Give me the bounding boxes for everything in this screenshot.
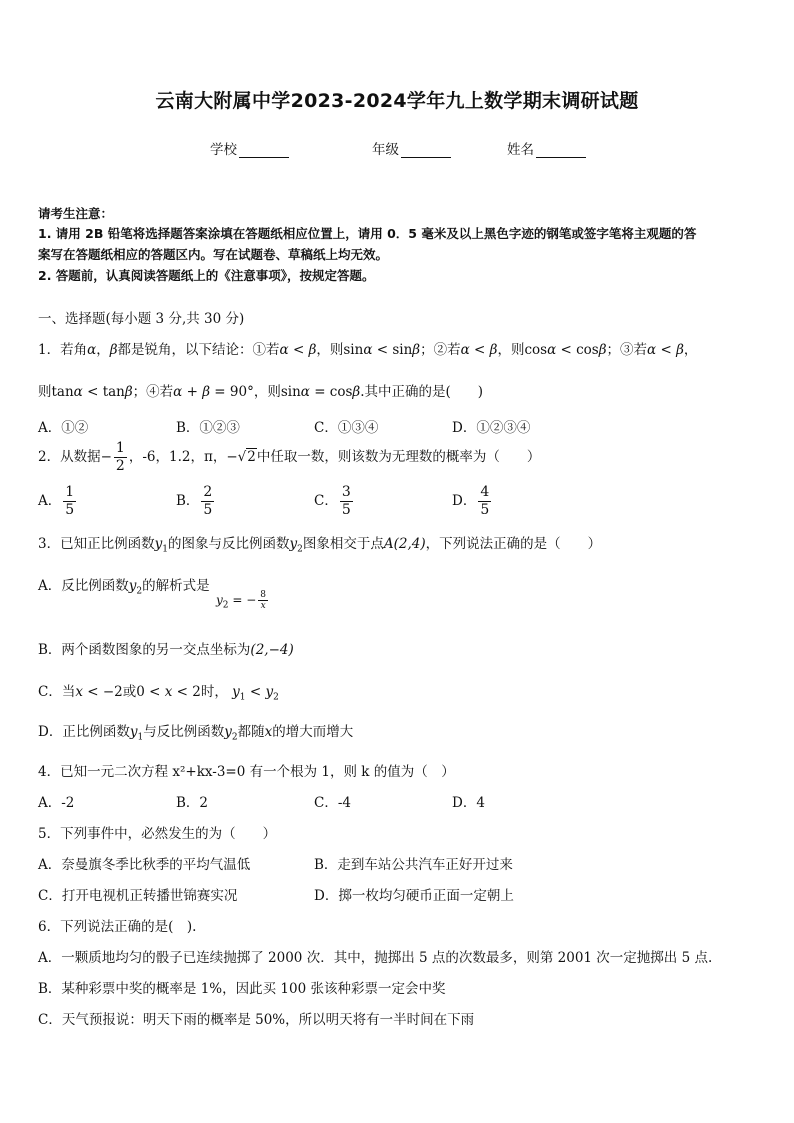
question-2-option-b: B． $\frac{2}{5}$ [176,484,213,518]
question-2-mid: ，-6，1.2，π， [128,449,227,465]
question-3-option-a-formula: $y_2$ = − $\frac{8}{x}$ [216,590,266,611]
notice-item-1-line-1: 1. 请用 2B 铅笔将选择题答案涂填在答题纸相应位置上，请用 0．5 毫米及以上黑色字迹的钢笔或签字笔将主观题的答 [38,226,697,241]
question-1-option-c: C．①③④ [314,420,379,436]
question-4-option-c: C．-4 [314,795,351,811]
school-blank [239,143,289,158]
question-1-option-b: B．①②③ [176,420,240,436]
question-1-stem-line-2: 则tanα < tanβ；④若α + β = 90°，则sinα = cosβ.其中正确的是( ) [38,384,484,400]
question-2-prefix: 2．从数据 [38,449,101,465]
question-5-stem: 5．下列事件中，必然发生的为（ ） [38,826,277,842]
question-2-suffix: 中任取一数，则该数为无理数的概率为（ ） [256,449,541,465]
exam-title: 云南大附属中学2023-2024学年九上数学期末调研试题 [155,90,639,112]
question-5-option-d: D．掷一枚均匀硬币正面一定朝上 [314,888,514,904]
question-6-option-b: B．某种彩票中奖的概率是 1%，因此买 100 张该种彩票一定会中奖 [38,981,446,997]
question-3-option-c: C．当x < −2或0 < x < 2时， $y_1 < y_2$ [38,684,279,703]
question-1-option-d: D．①②③④ [452,420,531,436]
notice-item-1-line-2: 案写在答题纸相应的答题区内。写在试题卷、草稿纸上均无效。 [38,247,389,262]
question-6-stem: 6．下列说法正确的是( ). [38,919,197,935]
question-4-option-a: A．-2 [38,795,75,811]
grade-blank [401,143,451,158]
school-label: 学校 [210,142,237,158]
question-2-option-c: C． $\frac{3}{5}$ [314,484,351,518]
question-3-option-a: A．反比例函数$y_2$的解析式是 [38,578,210,597]
question-3-option-d: D．正比例函数$y_1$与反比例函数$y_2$都随x的增大而增大 [38,724,354,743]
question-3-stem: 3．已知正比例函数$y_1$的图象与反比例函数$y_2$图象相交于点A(2,4)，下列说法正确的是（ ） [38,536,602,555]
name-blank [536,143,586,158]
question-2-stem: 2．从数据− $\frac{1}{2}$ ，-6，1.2，π，−√2中任取一数，则该数为无理数的概率为（ ） [38,440,541,474]
notice-item-2: 2. 答题前，认真阅读答题纸上的《注意事项》，按规定答题。 [38,268,375,283]
notice-heading: 请考生注意： [38,206,114,221]
question-6-option-c: C．天气预报说：明天下雨的概率是 50%，所以明天将有一半时间在下雨 [38,1012,475,1028]
question-4-stem: 4．已知一元二次方程 x²+kx-3=0 有一个根为 1，则 k 的值为（ ） [38,764,455,780]
question-4-option-d: D．4 [452,795,485,811]
question-5-option-b: B．走到车站公共汽车正好开过来 [314,857,513,873]
question-5-option-c: C．打开电视机正转播世锦赛实况 [38,888,238,904]
name-label: 姓名 [507,142,534,158]
question-1-option-a: A．①② [38,420,89,436]
grade-label: 年级 [372,142,399,158]
question-4-option-b: B．2 [176,795,209,811]
question-2-option-d: D． $\frac{4}{5}$ [452,484,490,518]
grade-field [372,138,451,158]
question-5-option-a: A．奈曼旗冬季比秋季的平均气温低 [38,857,251,873]
question-3-option-b: B．两个函数图象的另一交点坐标为(2,−4) [38,642,294,658]
section-1-heading: 一、选择题(每小题 3 分,共 30 分) [38,311,245,327]
question-2-option-a: A． $\frac{1}{5}$ [38,484,75,518]
school-field [210,138,289,158]
name-field [507,138,586,158]
sqrt-symbol: √ [237,449,247,465]
question-2-fraction: $\frac{1}{2}$ [115,440,125,474]
question-1-stem-line-1: 1．若角α，β都是锐角，以下结论：①若α < β，则sinα < sinβ；②若α < β，则cosα < cosβ；③若α < β， [38,342,698,358]
question-6-option-a: A．一颗质地均匀的骰子已连续抛掷了 2000 次．其中，抛掷出 5 点的次数最多，则第 2001 次一定抛掷出 5 点. [38,950,713,966]
